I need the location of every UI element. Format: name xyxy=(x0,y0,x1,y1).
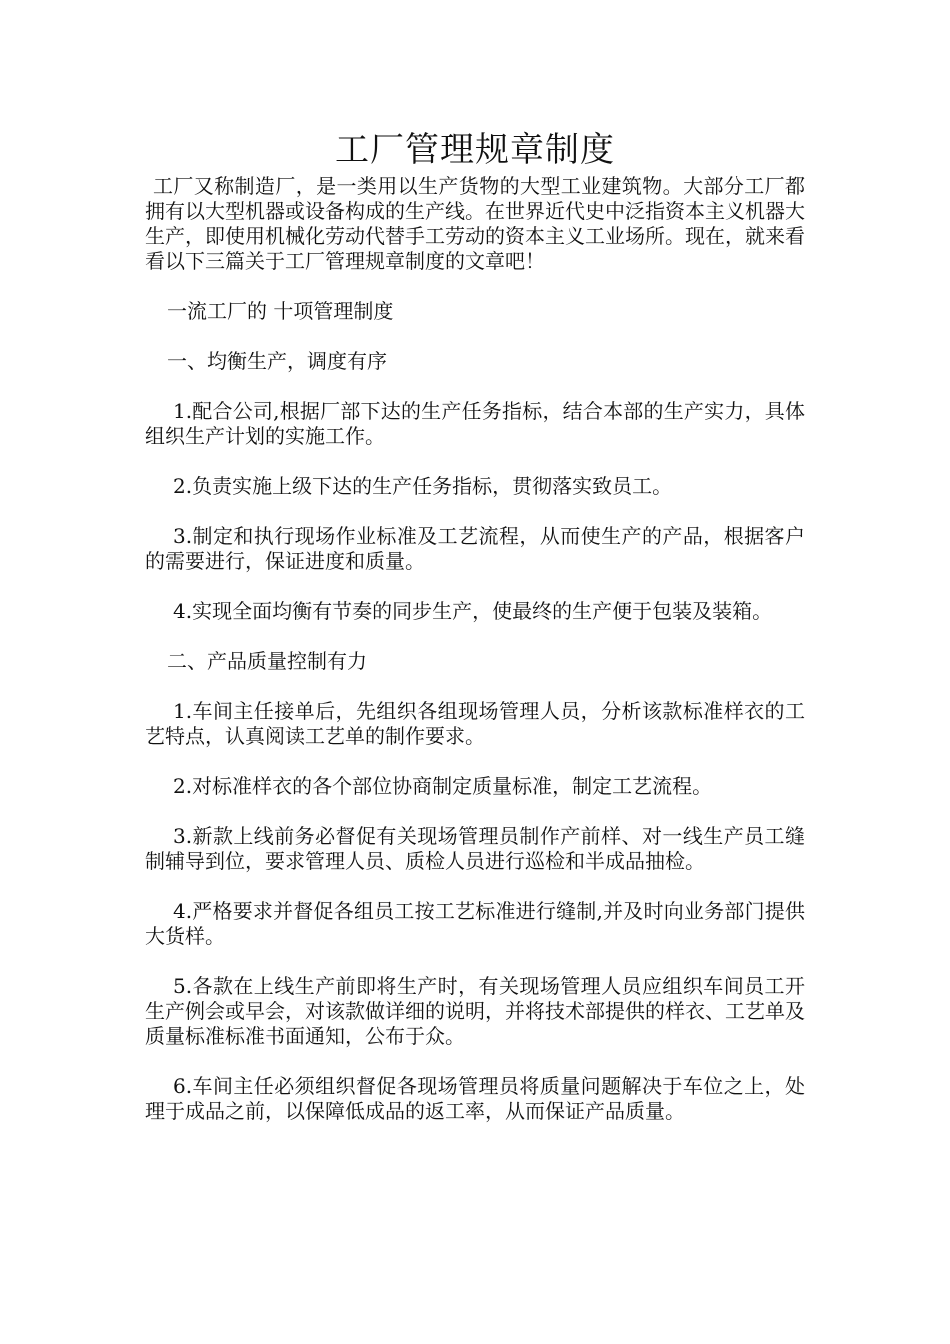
spacer xyxy=(145,274,805,299)
document-title: 工厂管理规章制度 xyxy=(335,130,615,170)
list-item: 5.各款在上线生产前即将生产时，有关现场管理人员应组织车间员工开生产例会或早会，对该款做详细的说明，并将技术部提供的样衣、工艺单及质量标准标准书面通知，公布于众。 xyxy=(145,974,805,1048)
spacer xyxy=(145,574,805,599)
spacer xyxy=(145,674,805,699)
list-item: 4.严格要求并督促各组员工按工艺标准进行缝制,并及时向业务部门提供大货样。 xyxy=(145,899,805,948)
document-body xyxy=(145,126,805,1124)
section-heading: 二、产品质量控制有力 xyxy=(167,649,367,673)
list-item: 2.负责实施上级下达的生产任务指标，贯彻落实致员工。 xyxy=(173,474,673,498)
spacer xyxy=(145,799,805,824)
spacer xyxy=(145,624,805,649)
list-item: 1.配合公司,根据厂部下达的生产任务指标，结合本部的生产实力，具体组织生产计划的实施工作。 xyxy=(145,399,805,448)
spacer xyxy=(145,749,805,774)
spacer xyxy=(145,1049,805,1074)
list-item: 2.对标准样衣的各个部位协商制定质量标准，制定工艺流程。 xyxy=(173,774,713,798)
list-item: 1.车间主任接单后，先组织各组现场管理人员，分析该款标准样衣的工艺特点，认真阅读工艺单的制作要求。 xyxy=(145,699,805,748)
list-item: 3.新款上线前务必督促有关现场管理员制作产前样、对一线生产员工缝制辅导到位，要求管理人员、质检人员进行巡检和半成品抽检。 xyxy=(145,824,805,873)
spacer xyxy=(145,324,805,349)
spacer xyxy=(145,499,805,524)
article-title: 一流工厂的 十项管理制度 xyxy=(167,299,394,323)
list-item: 4.实现全面均衡有节奏的同步生产，使最终的生产便于包装及装箱。 xyxy=(173,599,773,623)
list-item: 6.车间主任必须组织督促各现场管理员将质量问题解决于车位之上，处理于成品之前，以保障低成品的返工率，从而保证产品质量。 xyxy=(145,1074,805,1123)
spacer xyxy=(145,874,805,899)
spacer xyxy=(145,949,805,974)
section-heading: 一、均衡生产，调度有序 xyxy=(167,349,387,373)
spacer xyxy=(145,374,805,399)
spacer xyxy=(145,449,805,474)
intro-paragraph: 工厂又称制造厂，是一类用以生产货物的大型工业建筑物。大部分工厂都拥有以大型机器或设备构成的生产线。在世界近代史中泛指资本主义机器大生产，即使用机械化劳动代替手工劳动的资本主义工业场所。现在，就来看看以下三篇关于工厂管理规章制度的文章吧！ xyxy=(145,174,805,273)
list-item: 3.制定和执行现场作业标准及工艺流程，从而使生产的产品，根据客户的需要进行，保证进度和质量。 xyxy=(145,524,805,573)
